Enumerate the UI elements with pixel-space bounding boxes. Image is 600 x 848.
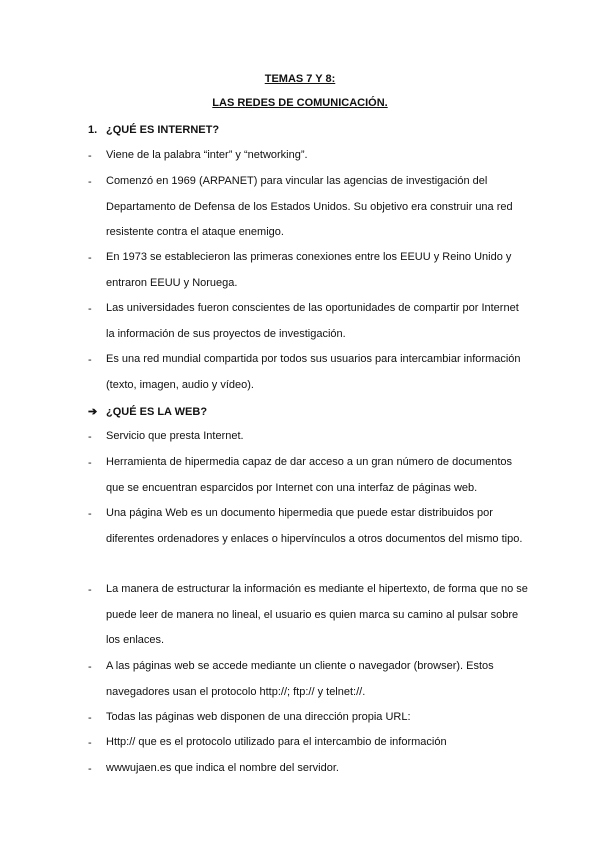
section-heading-web	[88, 405, 207, 418]
bullet-dash: -	[88, 431, 92, 443]
list-item	[88, 763, 528, 782]
list-item-text: A las páginas web se accede mediante un cliente o navegador (browser). Estos navegadores usan el protocolo http://; ftp:// y telnet://.	[106, 660, 494, 698]
bullet-dash: -	[88, 661, 92, 673]
list-item	[88, 457, 528, 501]
list-item-text: En 1973 se establecieron las primeras conexiones entre los EEUU y Reino Unido y entraron EEUU y Noruega.	[106, 251, 512, 289]
list-item-text: Servicio que presta Internet.	[106, 430, 244, 442]
list-item-text: La manera de estructurar la información es mediante el hipertexto, de forma que no se puede leer de manera no lineal, el usuario es quien marca su camino al pulsar sobre los enlaces.	[106, 583, 528, 646]
list-item	[88, 584, 528, 654]
bullet-dash: -	[88, 737, 92, 749]
section-heading-internet	[88, 124, 219, 136]
bullet-dash: -	[88, 508, 92, 520]
list-item-text: wwwujaen.es que indica el nombre del servidor.	[106, 762, 339, 774]
document-title: TEMAS 7 Y 8:	[264, 73, 336, 85]
list-item	[88, 150, 528, 169]
list-item	[88, 252, 528, 296]
bullet-dash: -	[88, 763, 92, 775]
list-item	[88, 712, 528, 731]
bullet-dash: -	[88, 303, 92, 315]
list-item-text: Una página Web es un documento hipermedia que puede estar distribuidos por diferentes ordenadores y enlaces o hipervínculos a otros documentos del mismo tipo.	[106, 507, 523, 545]
bullet-dash: -	[88, 354, 92, 366]
bullet-dash: -	[88, 712, 92, 724]
section-number: 1.	[88, 124, 98, 136]
list-item-text: Http:// que es el protocolo utilizado para el intercambio de información	[106, 736, 447, 748]
list-item-text: Las universidades fueron conscientes de las oportunidades de compartir por Internet la información de sus proyectos de investigación.	[106, 302, 519, 340]
list-item	[88, 737, 528, 756]
list-item	[88, 176, 528, 246]
bullet-dash: -	[88, 584, 92, 596]
arrow-icon: ➔	[88, 406, 98, 418]
list-item	[88, 508, 528, 552]
bullet-dash: -	[88, 252, 92, 264]
list-item-text: Herramienta de hipermedia capaz de dar acceso a un gran número de documentos que se encuentran esparcidos por Internet con una interfaz de páginas web.	[106, 456, 513, 494]
bullet-dash: -	[88, 457, 92, 469]
bullet-dash: -	[88, 176, 92, 188]
document-subtitle: LAS REDES DE COMUNICACIÓN.	[212, 97, 388, 109]
list-item	[88, 354, 528, 398]
list-item-text: Todas las páginas web disponen de una dirección propia URL:	[106, 711, 411, 723]
list-item-text: Comenzó en 1969 (ARPANET) para vincular las agencias de investigación del Departamento de Defensa de los Estados Unidos. Su objetivo era construir una red resistente contra el ataque enemigo.	[106, 175, 513, 238]
list-item	[88, 431, 528, 450]
bullet-dash: -	[88, 150, 92, 162]
list-item-text: Viene de la palabra “inter” y “networking”.	[106, 149, 308, 161]
list-item	[88, 661, 528, 705]
list-item-text: Es una red mundial compartida por todos sus usuarios para intercambiar información (texto, imagen, audio y vídeo).	[106, 353, 521, 391]
section-heading-text: ¿QUÉ ES LA WEB?	[106, 406, 208, 418]
list-item	[88, 303, 528, 347]
section-heading-text: ¿QUÉ ES INTERNET?	[106, 124, 220, 136]
